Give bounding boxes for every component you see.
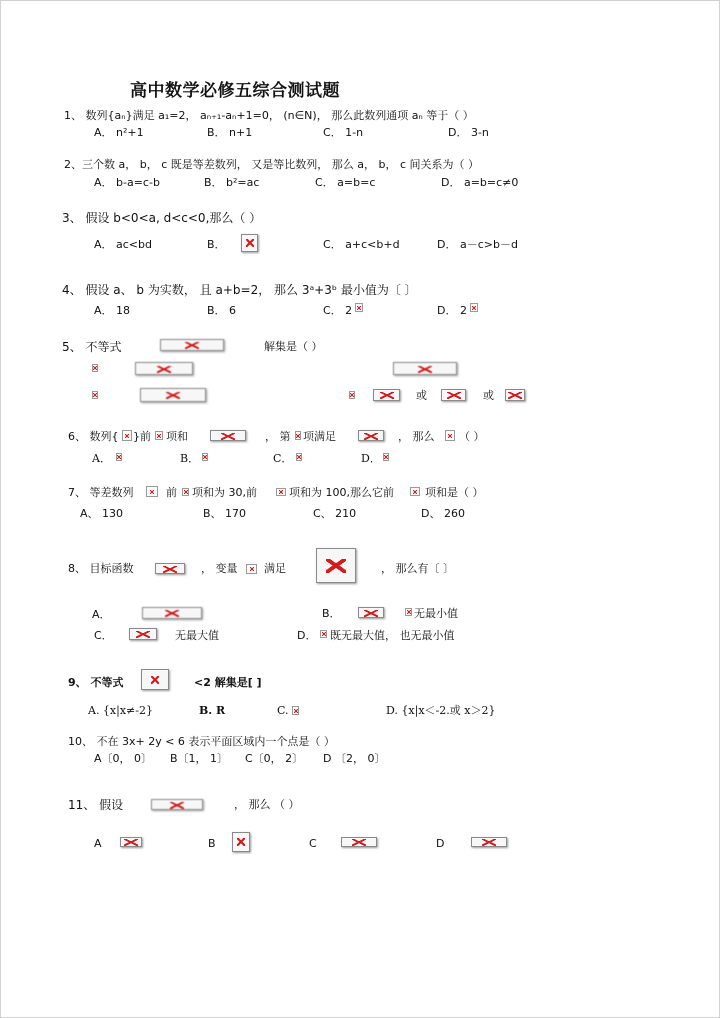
missing-image-icon <box>232 832 250 852</box>
q3-option-c: C． a+c<b+d <box>323 238 400 251</box>
q9-option-c: C. <box>277 704 289 717</box>
q11-option-b: B <box>208 837 216 850</box>
q7-part-4: 项和为 100,那么它前 <box>289 486 394 499</box>
q11-option-c: C <box>309 837 317 850</box>
missing-image-icon <box>160 339 224 351</box>
q9-option-a: A. {x|x≠-2} <box>88 704 153 717</box>
q2-option-b: B． b²=ac <box>204 176 260 189</box>
q9-option-b: B. R <box>199 704 226 717</box>
missing-image-icon <box>349 391 355 399</box>
missing-image-icon <box>358 430 384 441</box>
q8-option-b: B． <box>322 607 341 620</box>
q7-option-a: A、 130 <box>80 507 124 520</box>
q8-part-4: ， 那么有〔 〕 <box>381 562 454 575</box>
q11-option-d: D <box>436 837 445 850</box>
q7-option-c: C、 210 <box>313 507 357 520</box>
q5-or-label-2: 或 <box>483 389 494 402</box>
q10-option-d: D 〔2， 0〕 <box>323 752 386 765</box>
missing-image-icon <box>358 607 384 618</box>
missing-image-icon <box>471 837 507 847</box>
q6-part-4: ， 第 <box>265 430 291 443</box>
q5-or-label-1: 或 <box>416 389 427 402</box>
missing-image-icon <box>355 303 363 312</box>
missing-image-icon <box>210 430 246 441</box>
q6-option-a: A． <box>92 452 111 465</box>
q8-part-3: 满足 <box>264 562 286 575</box>
missing-image-icon <box>135 362 193 375</box>
q7-part-2: 前 <box>166 486 177 499</box>
q4-option-d: D． 2 <box>437 304 467 317</box>
q11-part-1: 11、 假设 <box>68 798 124 812</box>
q3-option-d: D． a－c>b－d <box>437 238 518 251</box>
missing-image-icon <box>241 234 258 252</box>
missing-image-icon <box>142 607 202 619</box>
missing-image-icon <box>441 389 466 401</box>
q3-option-b: B． <box>207 238 226 251</box>
q7-part-5: 项和是（ ） <box>425 486 484 499</box>
missing-image-icon <box>445 430 455 441</box>
missing-image-icon <box>276 488 286 496</box>
q8-option-b-tail: 无最小值 <box>414 607 458 620</box>
q6-part-5: 项满足 <box>303 430 336 443</box>
missing-image-icon <box>393 362 457 375</box>
missing-image-icon <box>120 837 142 847</box>
q8-option-a: A． <box>92 608 111 621</box>
q3-stem: 3、 假设 b<0<a, d<c<0,那么（ ） <box>62 211 262 225</box>
q2-option-c: C． a=b=c <box>315 176 376 189</box>
missing-image-icon <box>320 630 327 638</box>
q6-part-1: 6、 数列{ <box>68 430 119 443</box>
missing-image-icon <box>151 799 203 810</box>
q11-part-2: ， 那么 （ ） <box>234 798 300 811</box>
missing-image-icon <box>116 453 122 461</box>
missing-image-icon <box>202 453 208 461</box>
q1-option-c: C． 1-n <box>323 126 364 139</box>
missing-image-icon <box>296 453 302 461</box>
q6-part-6: ， 那么 <box>398 430 435 443</box>
missing-image-icon <box>182 488 189 496</box>
q10-option-c: C〔0， 2〕 <box>245 752 304 765</box>
q8-option-c-tail: 无最大值 <box>175 629 219 642</box>
q8-part-2: ， 变量 <box>201 562 238 575</box>
q7-option-b: B、 170 <box>203 507 247 520</box>
missing-image-icon <box>341 837 377 847</box>
q7-part-1: 7、 等差数列 <box>68 486 134 499</box>
q5-stem: 5、 不等式 <box>62 340 122 354</box>
q4-option-a: A． 18 <box>94 304 131 317</box>
missing-image-icon <box>316 548 356 583</box>
q1-option-b: B． n+1 <box>207 126 253 139</box>
q5-stem-tail: 解集是（ ） <box>264 340 323 353</box>
q10-option-a: A〔0， 0〕 <box>94 752 153 765</box>
q6-part-3: 项和 <box>166 430 188 443</box>
q9-option-d: D. {x|x＜-2.或 x＞2} <box>386 704 496 717</box>
missing-image-icon <box>155 431 163 440</box>
q1-stem: 1、 数列{aₙ}满足 a₁=2， aₙ₊₁-aₙ+1=0， (n∈N)， 那么此数列通项 aₙ 等于（ ） <box>64 109 474 122</box>
missing-image-icon <box>373 389 400 401</box>
missing-image-icon <box>140 388 206 402</box>
q11-option-a: A <box>94 837 102 850</box>
q10-option-b: B〔1， 1〕 <box>170 752 229 765</box>
q8-option-c: C． <box>94 629 113 642</box>
q8-option-d-tail: 既无最大值， 也无最小值 <box>330 629 455 642</box>
q9-part-1: 9、 不等式 <box>68 676 124 689</box>
missing-image-icon <box>141 669 169 690</box>
missing-image-icon <box>155 563 185 574</box>
q2-option-d: D． a=b=c≠0 <box>441 176 519 189</box>
missing-image-icon <box>505 389 525 401</box>
missing-image-icon <box>92 364 98 372</box>
missing-image-icon <box>146 486 158 497</box>
q4-option-b: B． 6 <box>207 304 237 317</box>
missing-image-icon <box>292 706 299 715</box>
missing-image-icon <box>295 431 301 440</box>
q10-stem: 10、 不在 3x+ 2y < 6 表示平面区域内一个点是（ ） <box>68 735 335 748</box>
q2-option-a: A． b-a=c-b <box>94 176 160 189</box>
missing-image-icon <box>122 430 132 441</box>
q4-option-c: C． 2 <box>323 304 353 317</box>
q9-part-2: <2 解集是[ ] <box>194 676 262 689</box>
q7-option-d: D、 260 <box>421 507 465 520</box>
missing-image-icon <box>246 564 257 574</box>
q6-option-c: C． <box>273 452 293 465</box>
q1-option-a: A． n²+1 <box>94 126 144 139</box>
q7-part-3: 项和为 30,前 <box>192 486 257 499</box>
missing-image-icon <box>470 303 478 312</box>
q6-part-7: （ ） <box>459 430 485 443</box>
q1-option-d: D． 3-n <box>448 126 489 139</box>
q6-option-d: D． <box>361 452 381 465</box>
q6-option-b: B． <box>180 452 200 465</box>
q2-stem: 2、三个数 a， b， c 既是等差数列， 又是等比数列， 那么 a， b， c 间关系为（ ） <box>64 158 480 171</box>
q8-part-1: 8、 目标函数 <box>68 562 134 575</box>
missing-image-icon <box>129 628 157 640</box>
q6-part-2: }前 <box>133 430 151 443</box>
missing-image-icon <box>383 453 389 461</box>
missing-image-icon <box>92 391 98 399</box>
missing-image-icon <box>410 487 420 496</box>
page-title: 高中数学必修五综合测试题 <box>130 81 340 101</box>
missing-image-icon <box>405 608 412 616</box>
q8-option-d: D． <box>297 629 317 642</box>
q4-stem: 4、 假设 a、 b 为实数， 且 a+b=2， 那么 3ᵃ+3ᵇ 最小值为〔 〕 <box>62 283 417 297</box>
q3-option-a: A． ac<bd <box>94 238 152 251</box>
